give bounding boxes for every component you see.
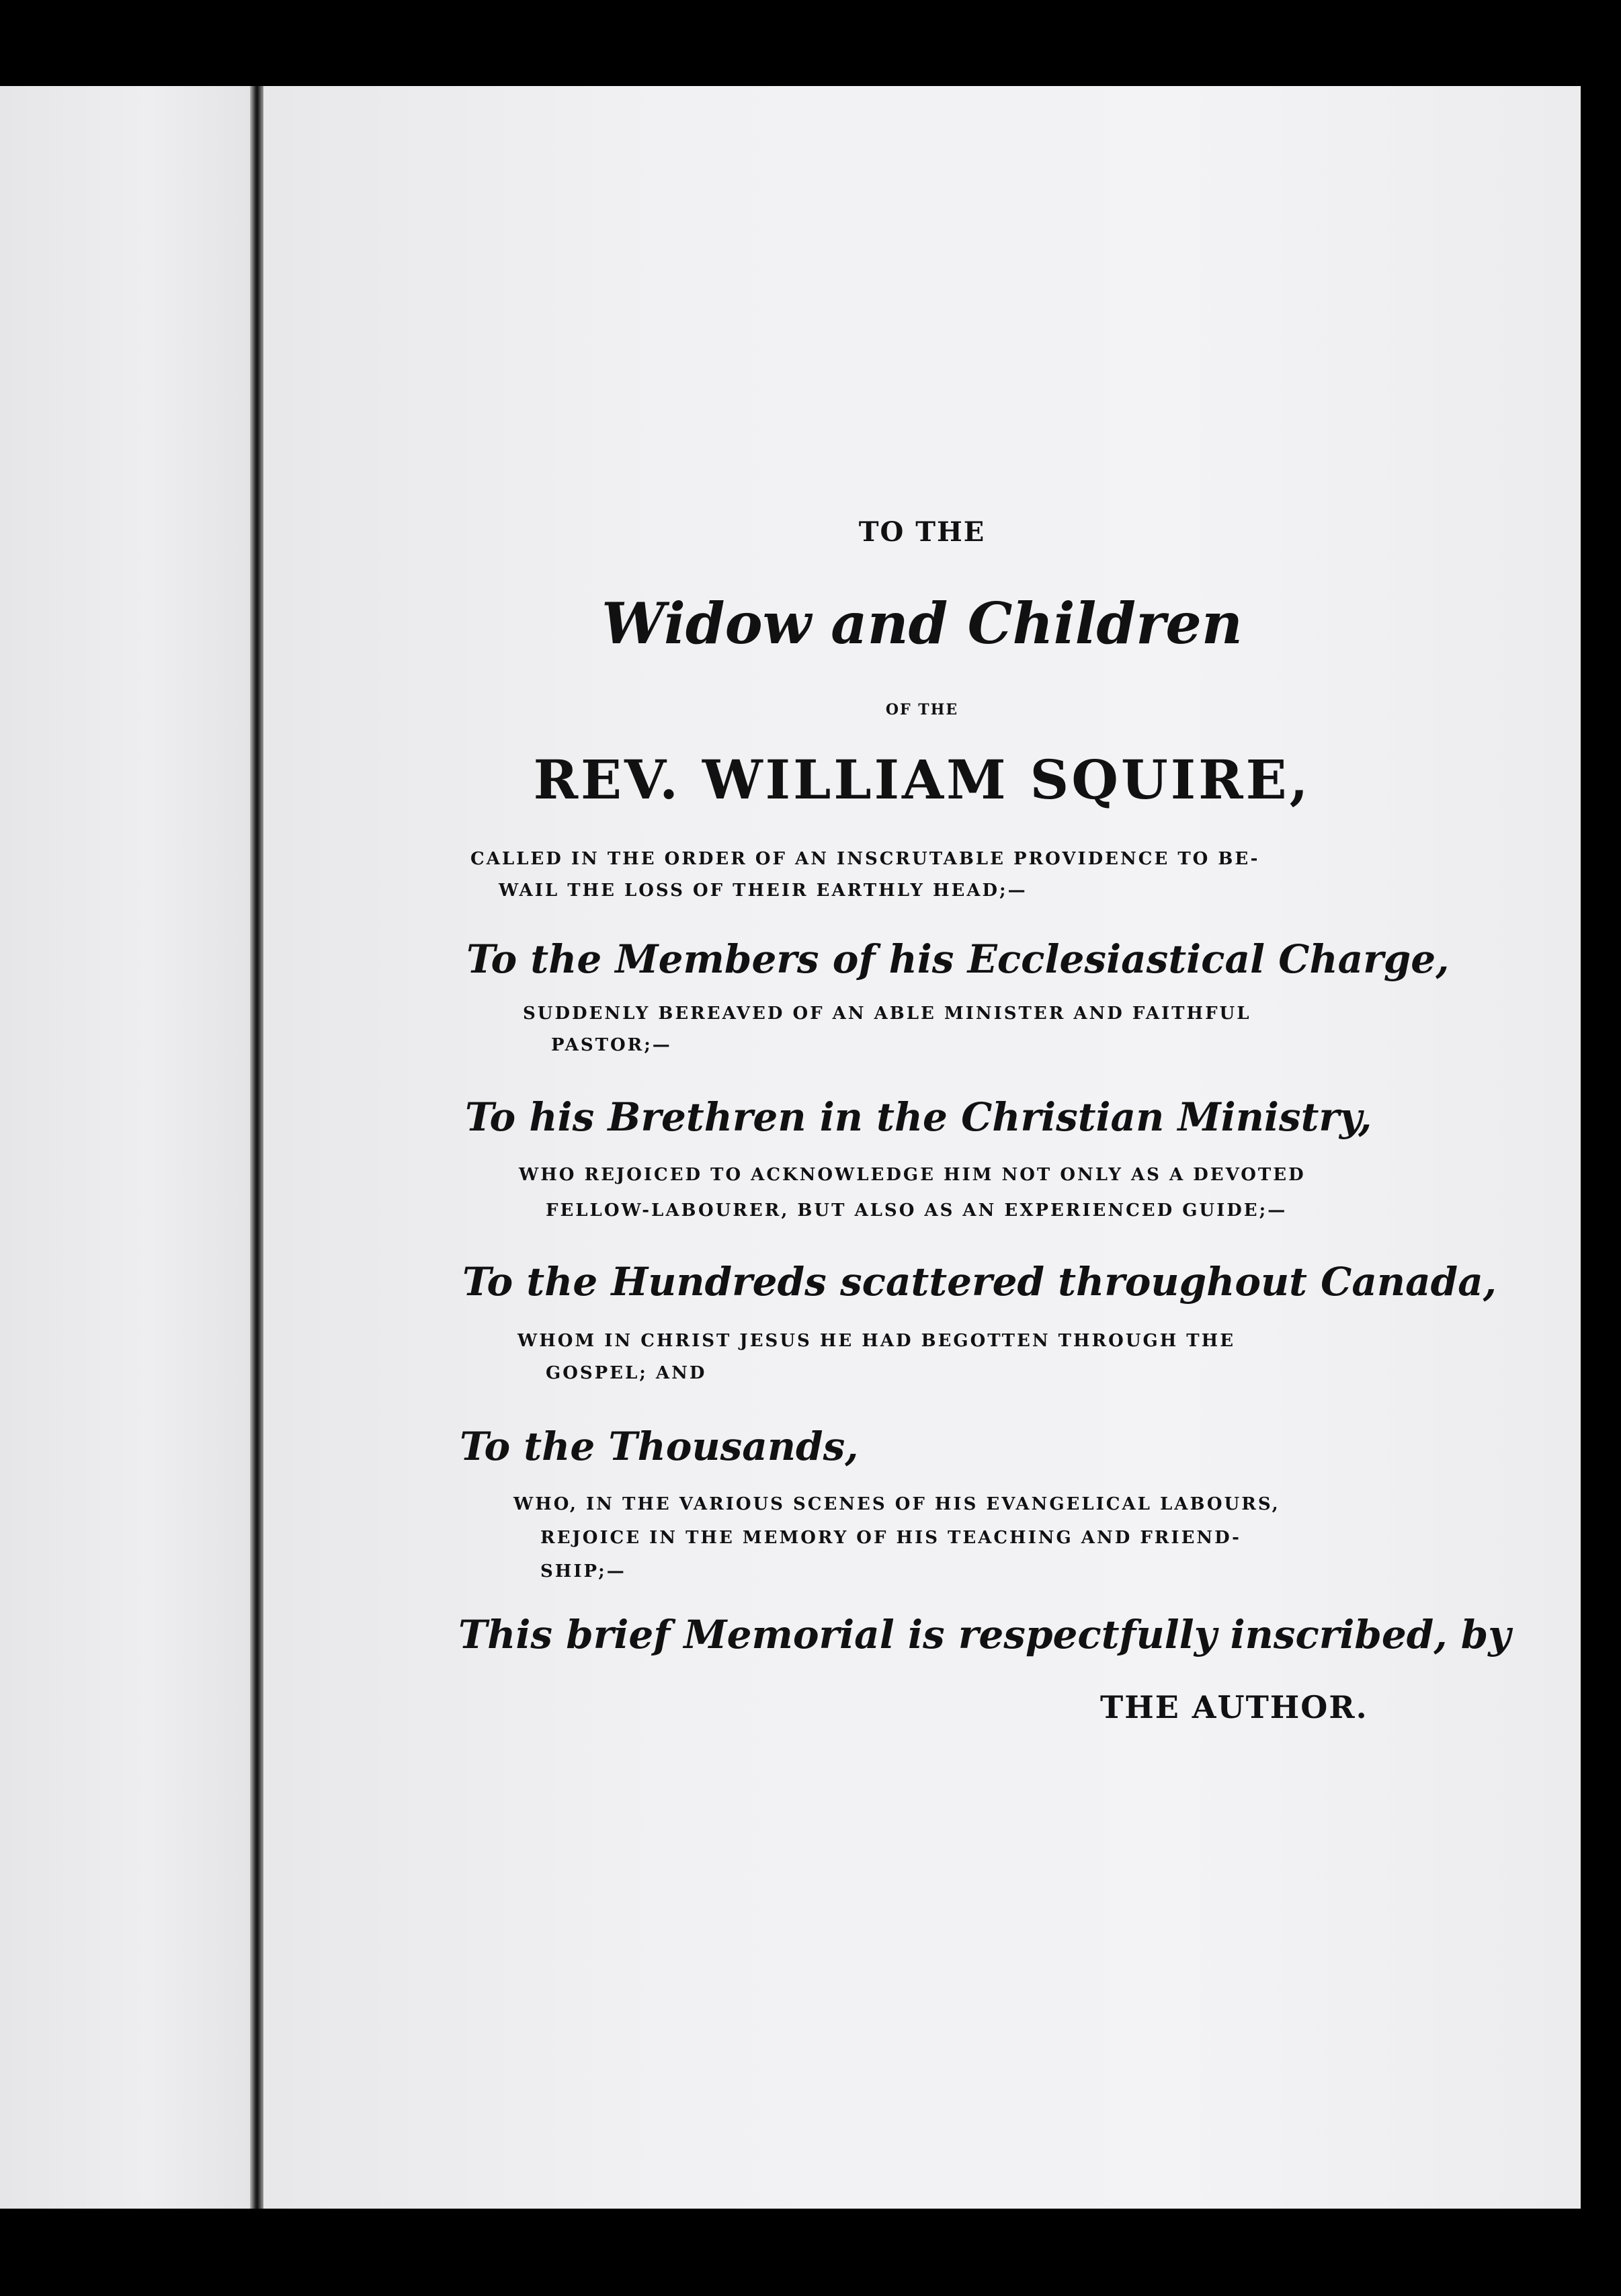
book-gutter — [250, 86, 263, 2209]
facing-page — [0, 86, 250, 2209]
hundreds-text-line1: WHOM IN CHRIST JESUS HE HAD BEGOTTEN THROUGH THE — [517, 1331, 1236, 1351]
dedication-page — [263, 86, 1581, 2209]
reverend-name: REV. WILLIAM SQUIRE, — [533, 748, 1311, 811]
brethren-text-line1: WHO REJOICED TO ACKNOWLEDGE HIM NOT ONLY AS A DEVOTED — [519, 1165, 1306, 1185]
called-text-line1: CALLED IN THE ORDER OF AN INSCRUTABLE PROVIDENCE TO BE- — [470, 849, 1260, 869]
members-text-line2: PASTOR;— — [551, 1035, 672, 1055]
thousands-heading: To the Thousands, — [460, 1424, 859, 1469]
brethren-text-line2: FELLOW-LABOURER, BUT ALSO AS AN EXPERIENCED GUIDE;— — [546, 1200, 1288, 1221]
called-text-line2: WAIL THE LOSS OF THEIR EARTHLY HEAD;— — [499, 880, 1028, 901]
thousands-text-line2: REJOICE IN THE MEMORY OF HIS TEACHING AND FRIEND- — [540, 1528, 1241, 1548]
members-text-line1: SUDDENLY BEREAVED OF AN ABLE MINISTER AND FAITHFUL — [523, 1003, 1251, 1024]
closing-inscription: This brief Memorial is respectfully inscribed, by — [458, 1612, 1511, 1657]
dedication-text — [263, 86, 1581, 2209]
to-the-line: TO THE — [858, 516, 986, 548]
widow-and-children-heading: Widow and Children — [601, 590, 1243, 657]
thousands-text-line1: WHO, IN THE VARIOUS SCENES OF HIS EVANGELICAL LABOURS, — [513, 1494, 1280, 1514]
hundreds-heading: To the Hundreds scattered throughout Canada, — [462, 1259, 1497, 1305]
of-the-line: OF THE — [885, 701, 959, 719]
author-signature: THE AUTHOR. — [1100, 1689, 1368, 1725]
hundreds-text-line2: GOSPEL; AND — [546, 1363, 707, 1383]
members-heading: To the Members of his Ecclesiastical Charge, — [466, 936, 1450, 982]
brethren-heading: To his Brethren in the Christian Ministry, — [465, 1094, 1372, 1140]
thousands-text-line3: SHIP;— — [540, 1561, 626, 1582]
